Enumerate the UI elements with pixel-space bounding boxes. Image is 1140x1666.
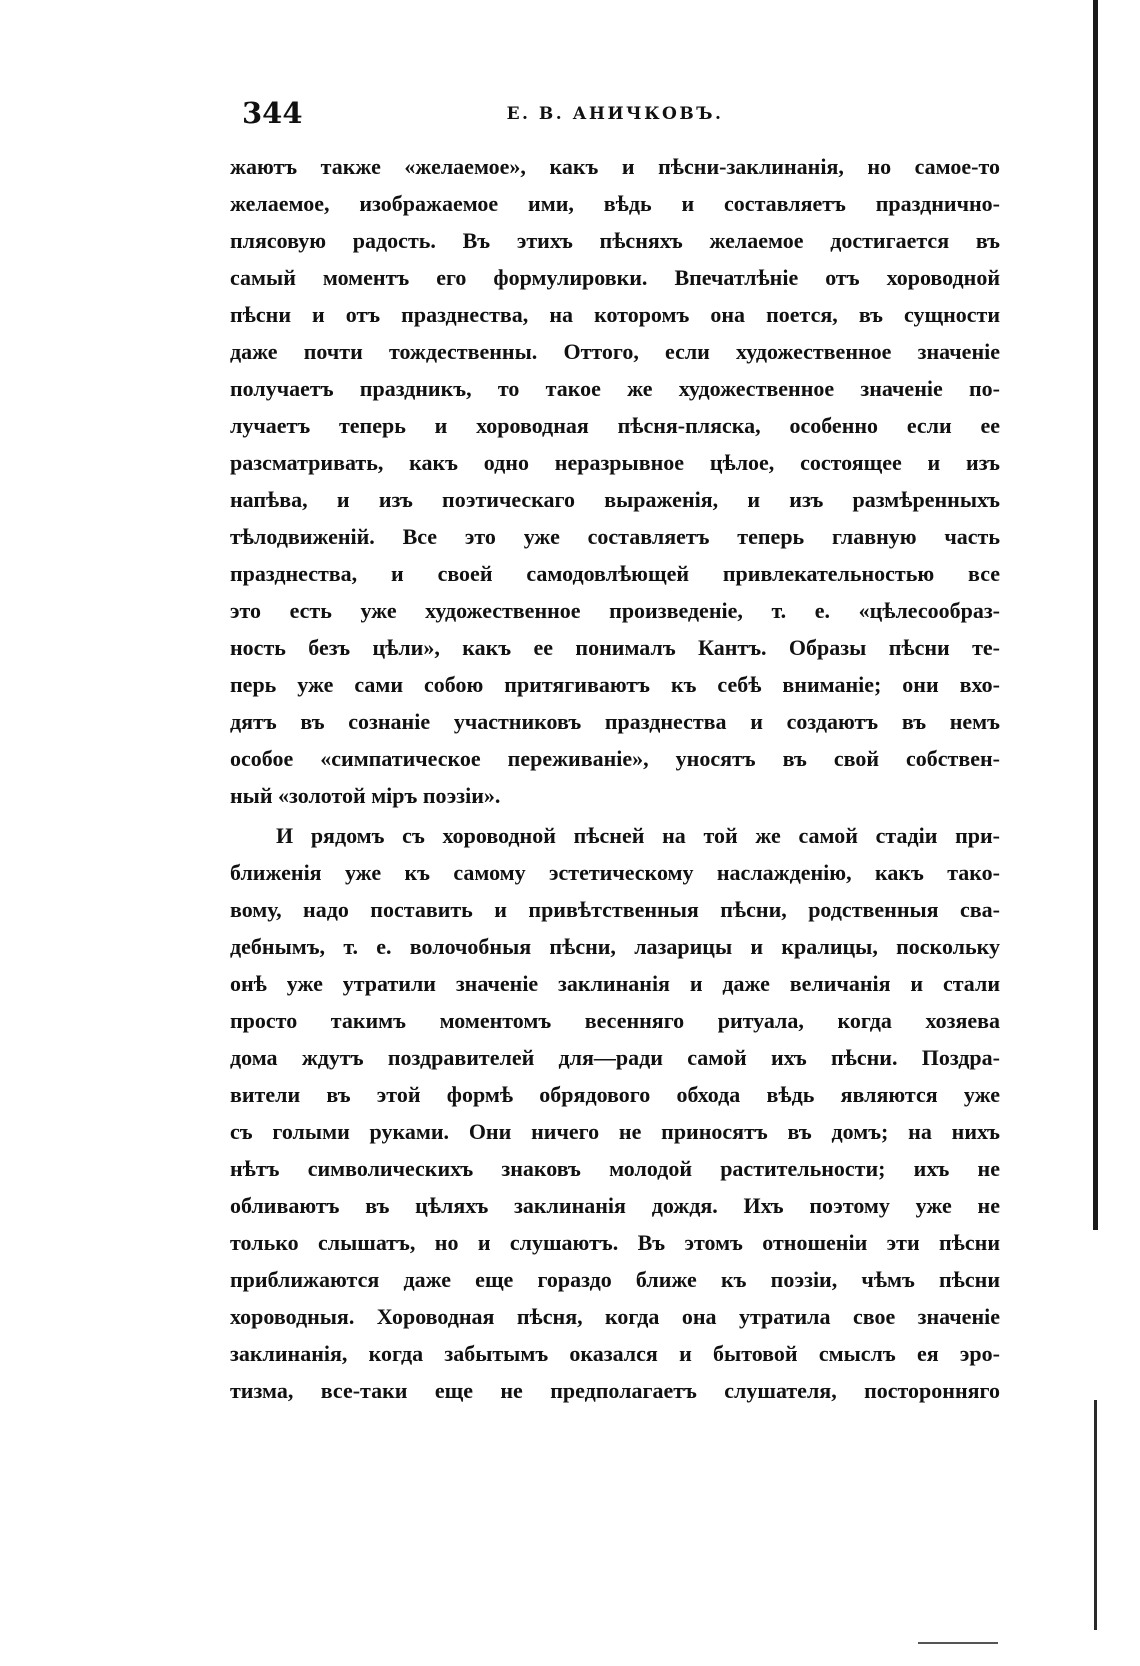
text-line: просто такимъ моментомъ весенняго ритуала, когда хозяева bbox=[230, 1008, 1000, 1033]
bottom-mark bbox=[918, 1642, 998, 1644]
text-line: празднества, и своей самодовлѣющей привлекательностью все bbox=[230, 561, 1000, 586]
text-line: нѣтъ символическихъ знаковъ молодой растительности; ихъ не bbox=[230, 1156, 1000, 1181]
text-line: даже почти тождественны. Оттого, если художественное значеніе bbox=[230, 339, 1000, 364]
text-line: ный «золотой міръ поэзіи». bbox=[230, 783, 501, 808]
page-edge-rule-lower bbox=[1094, 1400, 1097, 1630]
text-line: пѣсни и отъ празднества, на которомъ она поется, въ сущности bbox=[230, 302, 1000, 327]
text-line: тѣлодвиженій. Все это уже составляетъ теперь главную часть bbox=[230, 524, 1000, 549]
text-line: обливаютъ въ цѣляхъ заклинанія дождя. Ихъ поэтому уже не bbox=[230, 1193, 1000, 1218]
paragraph-2 bbox=[230, 817, 1000, 1409]
text-line: дятъ въ сознаніе участниковъ празднества и создаютъ въ немъ bbox=[230, 709, 1000, 734]
text-line: жаютъ также «желаемое», какъ и пѣсни-заклинанія, но самое-то bbox=[230, 154, 1000, 179]
text-line: дома ждутъ поздравителей для—ради самой ихъ пѣсни. Поздра- bbox=[230, 1045, 1000, 1070]
text-line: получаетъ праздникъ, то такое же художественное значеніе по- bbox=[230, 376, 1000, 401]
text-line: онѣ уже утратили значеніе заклинанія и даже величанія и стали bbox=[230, 971, 1000, 996]
body-text bbox=[230, 148, 1000, 1409]
text-line: ближенія уже къ самому эстетическому наслажденію, какъ тако- bbox=[230, 860, 1000, 885]
text-line: лучаетъ теперь и хороводная пѣсня-пляска, особенно если ее bbox=[230, 413, 1000, 438]
text-line: вители въ этой формѣ обрядового обхода вѣдь являются уже bbox=[230, 1082, 1000, 1107]
text-line: самый моментъ его формулировки. Впечатлѣніе отъ хороводной bbox=[230, 265, 1000, 290]
page-edge-rule bbox=[1093, 0, 1098, 1230]
text-line: хороводныя. Хороводная пѣсня, когда она утратила свое значеніе bbox=[230, 1304, 1000, 1329]
text-line: особое «симпатическое переживаніе», уносятъ въ свой собствен- bbox=[230, 746, 1000, 771]
text-line: разсматривать, какъ одно неразрывное цѣлое, состоящее и изъ bbox=[230, 450, 1000, 475]
text-line: съ голыми руками. Они ничего не приносятъ въ домъ; на нихъ bbox=[230, 1119, 1000, 1144]
text-line: приближаются даже еще гораздо ближе къ поэзіи, чѣмъ пѣсни bbox=[230, 1267, 1000, 1292]
text-line: желаемое, изображаемое ими, вѣдь и составляетъ празднично- bbox=[230, 191, 1000, 216]
text-line: ность безъ цѣли», какъ ее понималъ Кантъ. Образы пѣсни те- bbox=[230, 635, 1000, 660]
text-line: заклинанія, когда забытымъ оказался и бытовой смыслъ ея эро- bbox=[230, 1341, 1000, 1366]
text-line: дебнымъ, т. е. волочобныя пѣсни, лазарицы и кралицы, поскольку bbox=[230, 934, 1000, 959]
text-line: И рядомъ съ хороводной пѣсней на той же самой стадіи при- bbox=[276, 823, 1000, 848]
running-head: Е. В. АНИЧКОВЪ. bbox=[506, 104, 724, 124]
page-number: 344 bbox=[242, 96, 303, 130]
text-line: плясовую радость. Въ этихъ пѣсняхъ желаемое достигается въ bbox=[230, 228, 1000, 253]
text-line: только слышатъ, но и слушаютъ. Въ этомъ отношеніи эти пѣсни bbox=[230, 1230, 1000, 1255]
page-header bbox=[230, 96, 1000, 136]
text-line: напѣва, и изъ поэтическаго выраженія, и изъ размѣренныхъ bbox=[230, 487, 1000, 512]
text-line: перь уже сами собою притягиваютъ къ себѣ вниманіе; они вхо- bbox=[230, 672, 1000, 697]
text-line: это есть уже художественное произведеніе, т. е. «цѣлесообраз- bbox=[230, 598, 1000, 623]
text-line: вому, надо поставить и привѣтственныя пѣсни, родственныя сва- bbox=[230, 897, 1000, 922]
paragraph-1 bbox=[230, 148, 1000, 814]
text-line: тизма, все-таки еще не предполагаетъ слушателя, посторонняго bbox=[230, 1378, 1000, 1403]
